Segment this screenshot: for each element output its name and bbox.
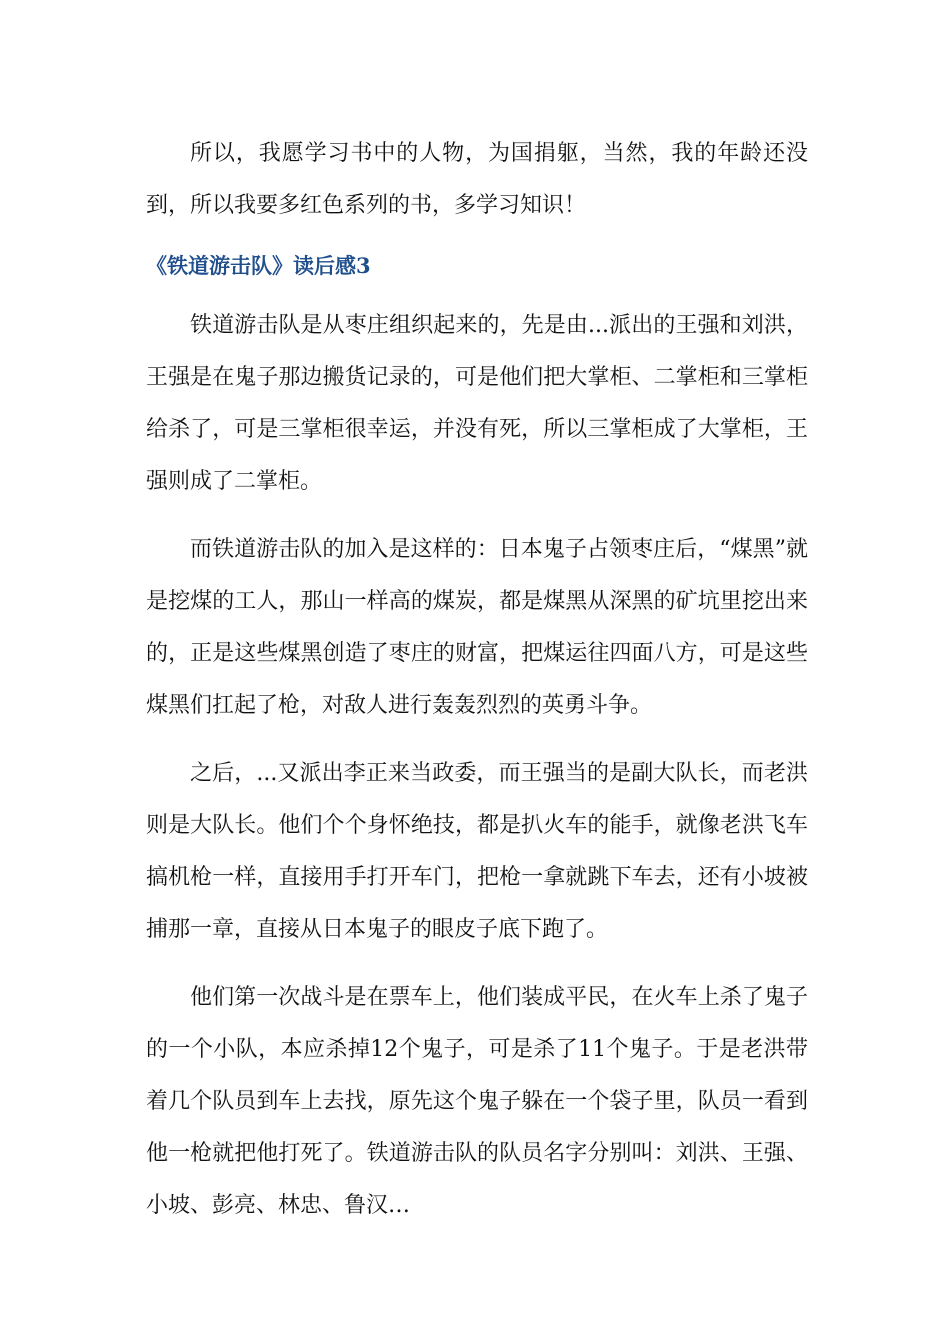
body-paragraph-2: 而铁道游击队的加入是这样的：日本鬼子占领枣庄后，“煤黑”就是挖煤的工人，那山一样高的煤炭，都是煤黑从深黑的矿坑里挖出来的，正是这些煤黑创造了枣庄的财富，把煤运往四面八方，可是这些煤黑们扛起了枪，对敌人进行轰轰烈烈的英勇斗争。 bbox=[146, 537, 808, 718]
section-heading: 《铁道游击队》读后感3 bbox=[146, 253, 371, 278]
body-paragraph-3: 之后，...又派出李正来当政委，而王强当的是副大队长，而老洪则是大队长。他们个个身怀绝技，都是扒火车的能手，就像老洪飞车搞机枪一样，直接用手打开车门，把枪一拿就跳下车去，还有小坡被捕那一章，直接从日本鬼子的眼皮子底下跑了。 bbox=[146, 761, 808, 942]
intro-paragraph: 所以，我愿学习书中的人物，为国捐躯，当然，我的年龄还没到，所以我要多红色系列的书，多学习知识！ bbox=[146, 141, 808, 218]
body-paragraph-1: 铁道游击队是从枣庄组织起来的，先是由...派出的王强和刘洪，王强是在鬼子那边搬货记录的，可是他们把大掌柜、二掌柜和三掌柜给杀了，可是三掌柜很幸运，并没有死，所以三掌柜成了大掌柜，王强则成了二掌柜。 bbox=[146, 313, 808, 494]
body-paragraph-4: 他们第一次战斗是在票车上，他们装成平民，在火车上杀了鬼子的一个小队，本应杀掉12个鬼子，可是杀了11个鬼子。于是老洪带着几个队员到车上去找，原先这个鬼子躲在一个袋子里，队员一看到他一枪就把他打死了。铁道游击队的队员名字分别叫：刘洪、王强、小坡、彭亮、林忠、鲁汉… bbox=[146, 985, 808, 1218]
document-body bbox=[146, 128, 808, 1232]
